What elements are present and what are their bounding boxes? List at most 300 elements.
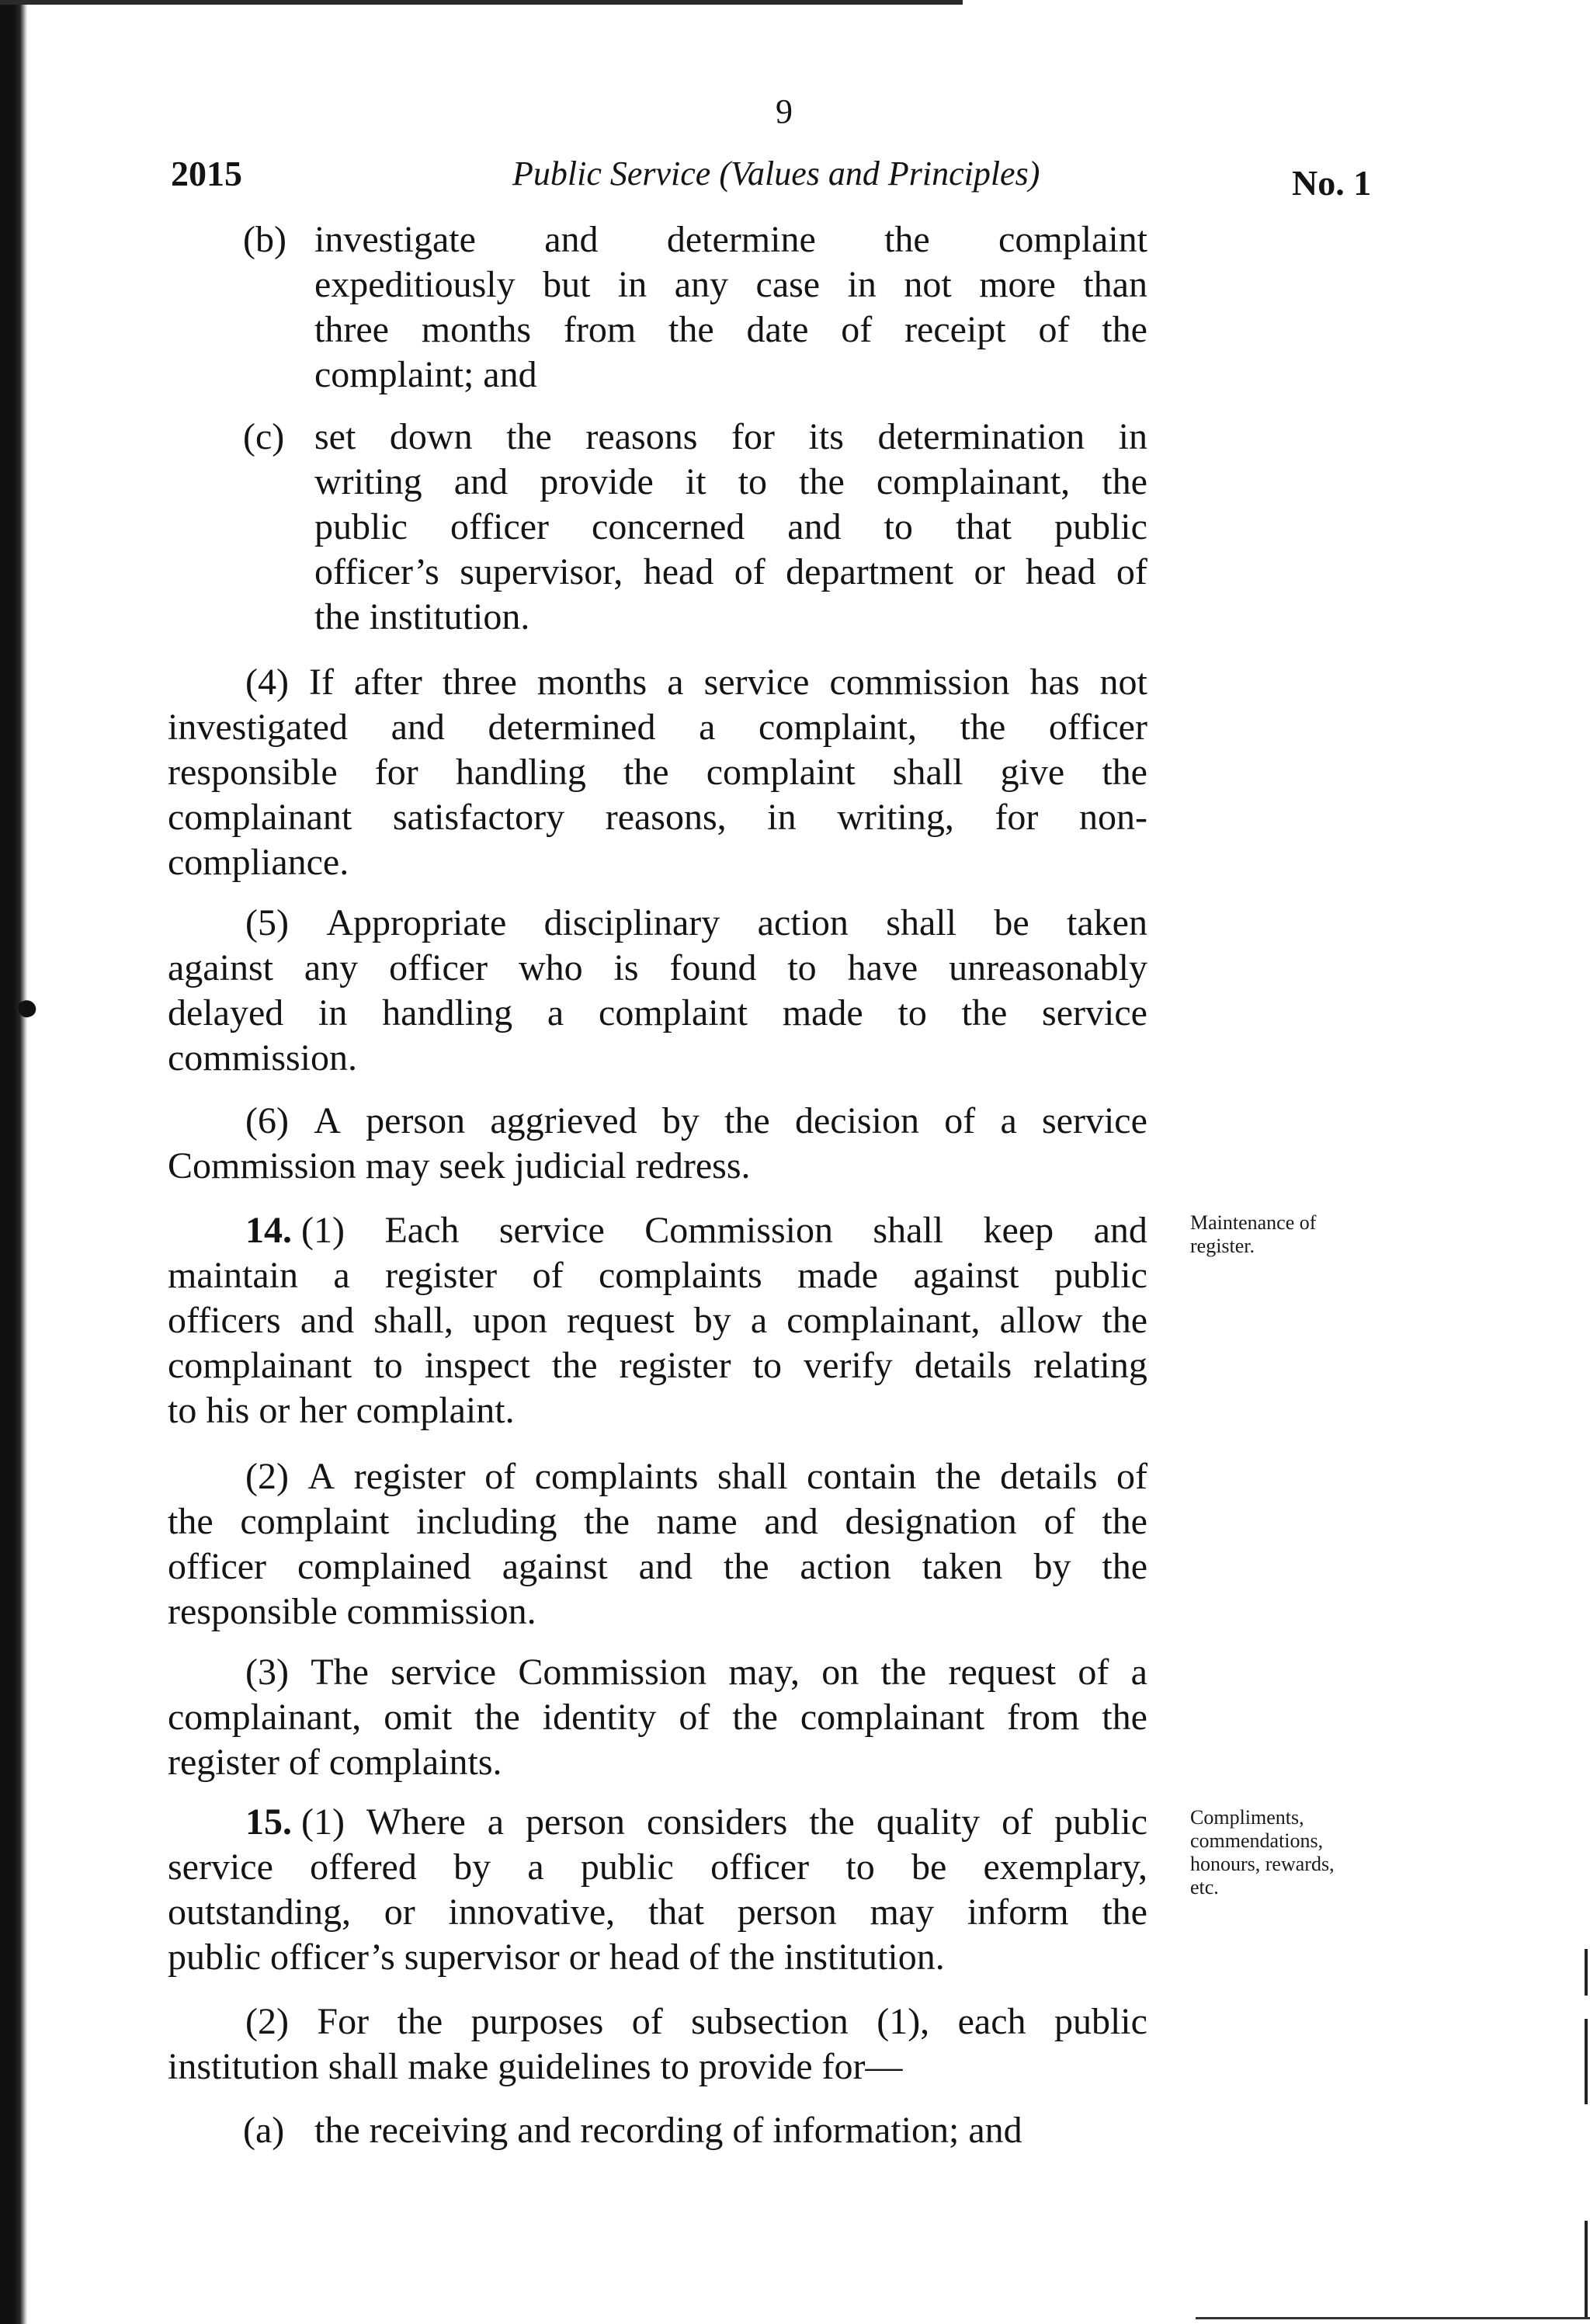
word: the xyxy=(1102,1300,1147,1341)
text-line xyxy=(168,1800,1147,1845)
text-line xyxy=(168,795,1147,840)
word: non- xyxy=(1079,797,1147,838)
text-line xyxy=(168,1454,1147,1499)
word: a xyxy=(667,662,684,703)
word: case xyxy=(755,264,821,305)
word: details xyxy=(1000,1456,1098,1497)
margin-note-compliments xyxy=(1190,1806,1376,1899)
word: more xyxy=(979,264,1056,305)
word: details xyxy=(914,1345,1012,1386)
word: made xyxy=(782,992,863,1033)
word: than xyxy=(1083,264,1147,305)
text-line xyxy=(168,946,1147,991)
word: A xyxy=(307,1456,335,1497)
word: the xyxy=(880,1652,927,1693)
word: complained xyxy=(297,1546,471,1587)
word: any xyxy=(304,947,359,988)
word: and xyxy=(544,219,599,260)
word: complaints xyxy=(599,1255,762,1296)
word: may, xyxy=(728,1652,800,1693)
word: and xyxy=(638,1546,693,1587)
word: and xyxy=(787,506,842,547)
word: by xyxy=(661,1100,700,1141)
word: disciplinary xyxy=(543,902,720,943)
text-line xyxy=(168,1740,1147,1785)
word: the xyxy=(935,1456,981,1497)
section-15-1 xyxy=(168,1800,1147,1980)
word: its xyxy=(808,416,844,457)
word: determined xyxy=(488,707,656,748)
word: the xyxy=(809,1801,855,1843)
word: complaint xyxy=(998,219,1147,260)
word: has xyxy=(1029,662,1080,703)
word: public officer’s supervisor or head of the institution. xyxy=(168,1937,945,1978)
word: three xyxy=(442,662,517,703)
word: the xyxy=(168,1501,214,1542)
word: after xyxy=(353,662,422,703)
word: a xyxy=(750,1300,768,1341)
scan-edge-left xyxy=(0,0,28,2324)
word: action xyxy=(800,1546,891,1587)
margin-note-line: etc. xyxy=(1190,1876,1219,1898)
word: months xyxy=(536,662,647,703)
word: the xyxy=(1102,461,1147,502)
word: from xyxy=(1007,1697,1080,1738)
word: purposes xyxy=(470,2001,604,2042)
subsection-6 xyxy=(168,1099,1147,1189)
word: for xyxy=(995,797,1039,838)
word: complaints xyxy=(534,1456,699,1497)
margin-note-line: honours, rewards, xyxy=(1190,1853,1335,1875)
item-body xyxy=(314,217,1147,398)
word: Each xyxy=(384,1210,460,1251)
text-line xyxy=(168,1695,1147,1740)
word: down xyxy=(389,416,473,457)
text-line xyxy=(314,460,1147,505)
section-15-body xyxy=(168,1800,1147,1980)
word: for xyxy=(374,752,418,793)
word: complainant xyxy=(168,1345,352,1386)
subsection-4 xyxy=(168,660,1147,885)
word: of xyxy=(1002,1801,1033,1843)
item-label: (b) xyxy=(243,219,286,260)
word: officer xyxy=(710,1846,810,1888)
text-line xyxy=(314,262,1147,307)
word: 14. (1) xyxy=(245,1210,345,1251)
word: the institution. xyxy=(314,596,530,637)
text-line xyxy=(314,415,1147,460)
word: handling xyxy=(455,752,586,793)
word: of xyxy=(484,1456,516,1497)
word: considers xyxy=(646,1801,788,1843)
word: The xyxy=(311,1652,369,1693)
text-line xyxy=(314,307,1147,353)
word: service xyxy=(168,1846,273,1888)
word: offered xyxy=(310,1846,417,1888)
word: in xyxy=(847,264,877,305)
word: to xyxy=(787,947,817,988)
word: of xyxy=(631,2001,663,2042)
word: receipt xyxy=(904,309,1006,350)
text-line xyxy=(168,1253,1147,1298)
word: the xyxy=(1102,1501,1147,1542)
word: (5) xyxy=(245,902,289,943)
word: officer xyxy=(1048,707,1147,748)
word: but xyxy=(543,264,591,305)
text-line xyxy=(168,1298,1147,1343)
word: to xyxy=(373,1345,403,1386)
margin-note-maintenance-of-register xyxy=(1190,1211,1376,1258)
word: against xyxy=(502,1546,608,1587)
text-line xyxy=(168,1890,1147,1935)
word: the xyxy=(1102,1546,1147,1587)
word: (4) xyxy=(245,662,289,703)
word: not xyxy=(904,264,952,305)
section-14-body xyxy=(168,1208,1147,1433)
word: compliance. xyxy=(168,842,349,883)
text-line xyxy=(314,2108,1147,2153)
word: that xyxy=(955,506,1012,547)
word: and xyxy=(300,1300,355,1341)
word: the xyxy=(623,752,669,793)
subsection-5 xyxy=(168,901,1147,1081)
text-line xyxy=(168,1650,1147,1695)
word: the xyxy=(668,309,714,350)
word: service xyxy=(391,1652,497,1693)
word: person xyxy=(526,1801,626,1843)
word: aggrieved xyxy=(490,1100,637,1141)
word: a xyxy=(333,1255,350,1296)
word: for xyxy=(731,416,775,457)
word: the xyxy=(799,461,845,502)
word: identity xyxy=(542,1697,657,1738)
word: officer’s xyxy=(314,551,439,592)
word: to xyxy=(752,1345,783,1386)
word: determine xyxy=(666,219,816,260)
word: expeditiously xyxy=(314,264,516,305)
text-line xyxy=(168,1036,1147,1081)
word: in xyxy=(767,797,797,838)
word: against xyxy=(913,1255,1019,1296)
word: (1), xyxy=(877,2001,930,2042)
word: of xyxy=(734,551,765,592)
word: including xyxy=(416,1501,557,1542)
word: from xyxy=(563,309,637,350)
word: be xyxy=(994,902,1029,943)
word: the xyxy=(723,1546,769,1587)
word: not xyxy=(1099,662,1147,703)
word: the xyxy=(960,707,1006,748)
margin-note-line: register. xyxy=(1190,1235,1255,1257)
word: the xyxy=(551,1345,598,1386)
word: a xyxy=(1000,1100,1017,1141)
word: public xyxy=(314,506,408,547)
word: have xyxy=(847,947,918,988)
word: of xyxy=(1116,1456,1147,1497)
scan-edge-mark xyxy=(1585,2221,1588,2317)
word: inform xyxy=(967,1892,1069,1933)
text-line xyxy=(168,1935,1147,1980)
word: maintain xyxy=(168,1255,298,1296)
word: (6) xyxy=(245,1100,289,1141)
text-line xyxy=(168,1099,1147,1144)
word: Commission may seek judicial redress. xyxy=(168,1145,751,1186)
word: or xyxy=(384,1892,415,1933)
word: complainant xyxy=(168,797,352,838)
word: person xyxy=(737,1892,837,1933)
text-line xyxy=(168,1208,1147,1253)
word: of xyxy=(679,1697,710,1738)
word: made xyxy=(797,1255,879,1296)
word: shall, xyxy=(373,1300,453,1341)
word: complaint xyxy=(240,1501,390,1542)
word: the xyxy=(397,2001,443,2042)
word: If xyxy=(308,662,334,703)
text-line xyxy=(168,750,1147,795)
word: A xyxy=(314,1100,341,1141)
word: of xyxy=(1043,1501,1075,1542)
word: of xyxy=(841,309,873,350)
word: subsection xyxy=(691,2001,849,2042)
word: shall xyxy=(886,902,956,943)
word: or xyxy=(974,551,1005,592)
word: three xyxy=(314,309,389,350)
word: officer xyxy=(389,947,488,988)
word: (2) xyxy=(245,2001,289,2042)
word: unreasonably xyxy=(949,947,1147,988)
word: public xyxy=(1054,506,1147,547)
word: taken xyxy=(1067,902,1147,943)
word: verify xyxy=(804,1345,893,1386)
word: decision xyxy=(794,1100,919,1141)
word: Commission xyxy=(644,1210,833,1251)
section-14-2 xyxy=(168,1454,1147,1634)
text-line xyxy=(168,1388,1147,1433)
word: by xyxy=(693,1300,731,1341)
scan-edge-mark xyxy=(1585,2019,1588,2104)
page-number: 9 xyxy=(776,92,793,130)
word: keep xyxy=(983,1210,1054,1251)
word: satisfactory xyxy=(392,797,565,838)
word: investigate xyxy=(314,219,476,260)
text-line xyxy=(168,1589,1147,1634)
word: the xyxy=(1102,752,1147,793)
word: may xyxy=(870,1892,935,1933)
word: request xyxy=(948,1652,1057,1693)
header-year: 2015 xyxy=(171,154,242,193)
word: that xyxy=(647,1892,704,1933)
word: head xyxy=(1025,551,1096,592)
word: For xyxy=(317,2001,370,2042)
word: register xyxy=(619,1345,731,1386)
word: the xyxy=(884,219,930,260)
word: Where xyxy=(366,1801,466,1843)
margin-note-line: Maintenance of xyxy=(1190,1211,1317,1234)
word: register of complaints. xyxy=(168,1742,502,1783)
word: in xyxy=(1118,416,1147,457)
word: the xyxy=(584,1501,630,1542)
word: the xyxy=(724,1100,770,1141)
word: allow xyxy=(999,1300,1083,1341)
word: of xyxy=(1116,551,1147,592)
text-line xyxy=(168,2044,1147,2090)
word: to his or her complaint. xyxy=(168,1390,515,1431)
item-label: (a) xyxy=(243,2110,285,2151)
word: of xyxy=(1038,309,1070,350)
item-body xyxy=(314,415,1147,640)
word: public xyxy=(580,1846,674,1888)
word: complainant xyxy=(800,1697,985,1738)
word: complaint xyxy=(599,992,748,1033)
word: omit xyxy=(384,1697,453,1738)
word: the xyxy=(732,1697,778,1738)
word: and xyxy=(1093,1210,1147,1251)
word: a xyxy=(699,707,716,748)
word: commission. xyxy=(168,1037,358,1079)
word: Appropriate xyxy=(326,902,507,943)
word: concerned xyxy=(592,506,745,547)
word: upon xyxy=(472,1300,547,1341)
word: complaint, xyxy=(759,707,917,748)
scan-edge-top xyxy=(0,0,963,5)
word: outstanding, xyxy=(168,1892,351,1933)
word: of xyxy=(532,1255,564,1296)
word: delayed xyxy=(168,992,284,1033)
section-number: 15. xyxy=(245,1801,292,1843)
word: to xyxy=(738,461,768,502)
word: complainant, xyxy=(168,1697,362,1738)
header-title: Public Service (Values and Principles) xyxy=(512,155,1040,193)
word: person xyxy=(366,1100,466,1141)
text-line xyxy=(168,705,1147,750)
word: date xyxy=(746,309,809,350)
section-15-2 xyxy=(168,1999,1147,2090)
section-14-3 xyxy=(168,1650,1147,1785)
word: provide xyxy=(540,461,654,502)
word: request xyxy=(567,1300,675,1341)
text-line xyxy=(168,1499,1147,1544)
word: (3) xyxy=(245,1652,289,1693)
word: complainant, xyxy=(786,1300,981,1341)
scan-edge-bottom xyxy=(1196,2317,1590,2319)
word: register xyxy=(385,1255,498,1296)
text-line xyxy=(168,1544,1147,1589)
word: shall xyxy=(873,1210,944,1251)
text-line xyxy=(168,1144,1147,1189)
word: relating xyxy=(1033,1345,1147,1386)
word: and xyxy=(391,707,445,748)
word: investigated xyxy=(168,707,348,748)
margin-note-line: commendations, xyxy=(1190,1829,1324,1852)
word: contain xyxy=(807,1456,917,1497)
word: writing, xyxy=(837,797,954,838)
word: shall xyxy=(892,752,963,793)
word: public xyxy=(1054,1255,1147,1296)
text-line xyxy=(168,1343,1147,1388)
section-number: 14. xyxy=(245,1210,292,1251)
item-body xyxy=(314,2108,1147,2153)
word: a xyxy=(487,1801,505,1843)
word: the xyxy=(474,1697,520,1738)
word: who xyxy=(518,947,583,988)
text-line xyxy=(314,217,1147,262)
word: by xyxy=(453,1846,491,1888)
word: by xyxy=(1033,1546,1071,1587)
text-line xyxy=(168,660,1147,705)
word: it xyxy=(685,461,706,502)
word: Commission xyxy=(518,1652,707,1693)
section-14-1 xyxy=(168,1208,1147,1433)
word: public xyxy=(1054,1801,1147,1843)
word: each xyxy=(957,2001,1026,2042)
word: service xyxy=(1042,1100,1147,1141)
text-line xyxy=(168,840,1147,885)
word: action xyxy=(757,902,849,943)
word: any xyxy=(674,264,729,305)
word: a xyxy=(1130,1652,1147,1693)
text-line xyxy=(314,353,1147,398)
word: determination xyxy=(877,416,1085,457)
header-act-number: No. 1 xyxy=(1292,163,1372,203)
word: head xyxy=(643,551,714,592)
word: on xyxy=(821,1652,859,1693)
scan-edge-mark xyxy=(1585,1949,1588,1996)
word: found xyxy=(669,947,757,988)
word: institution shall make guidelines to provide for— xyxy=(168,2046,903,2087)
word: complaint xyxy=(706,752,856,793)
word: to xyxy=(884,506,913,547)
word: writing xyxy=(314,461,422,502)
word: and xyxy=(453,461,509,502)
word: the xyxy=(1102,1697,1147,1738)
word: a xyxy=(547,992,564,1033)
word: innovative, xyxy=(448,1892,616,1933)
text-line xyxy=(168,1845,1147,1890)
word: department xyxy=(786,551,954,592)
text-line xyxy=(168,1999,1147,2044)
word: responsible commission. xyxy=(168,1591,536,1632)
word: service xyxy=(498,1210,605,1251)
text-line xyxy=(314,505,1147,550)
word: complaint; and xyxy=(314,354,537,395)
word: service xyxy=(703,662,810,703)
word: is xyxy=(613,947,639,988)
word: officer xyxy=(168,1546,267,1587)
word: in xyxy=(617,264,647,305)
item-label: (c) xyxy=(243,416,285,457)
word: register xyxy=(353,1456,466,1497)
word: shall xyxy=(717,1456,788,1497)
word: designation xyxy=(845,1501,1017,1542)
word: reasons, xyxy=(605,797,727,838)
text-line xyxy=(314,595,1147,640)
word: exemplary, xyxy=(983,1846,1147,1888)
word: to xyxy=(845,1846,875,1888)
word: months xyxy=(421,309,532,350)
word: complainant, xyxy=(876,461,1071,502)
word: against xyxy=(168,947,273,988)
word: in xyxy=(318,992,348,1033)
word: 15. (1) xyxy=(245,1801,345,1843)
word: the receiving and recording of information; and xyxy=(314,2110,1022,2151)
word: set xyxy=(314,416,356,457)
word: commission xyxy=(829,662,1010,703)
word: and xyxy=(764,1501,818,1542)
word: a xyxy=(527,1846,544,1888)
word: service xyxy=(1042,992,1147,1033)
word: be xyxy=(911,1846,947,1888)
word: quality xyxy=(876,1801,981,1843)
